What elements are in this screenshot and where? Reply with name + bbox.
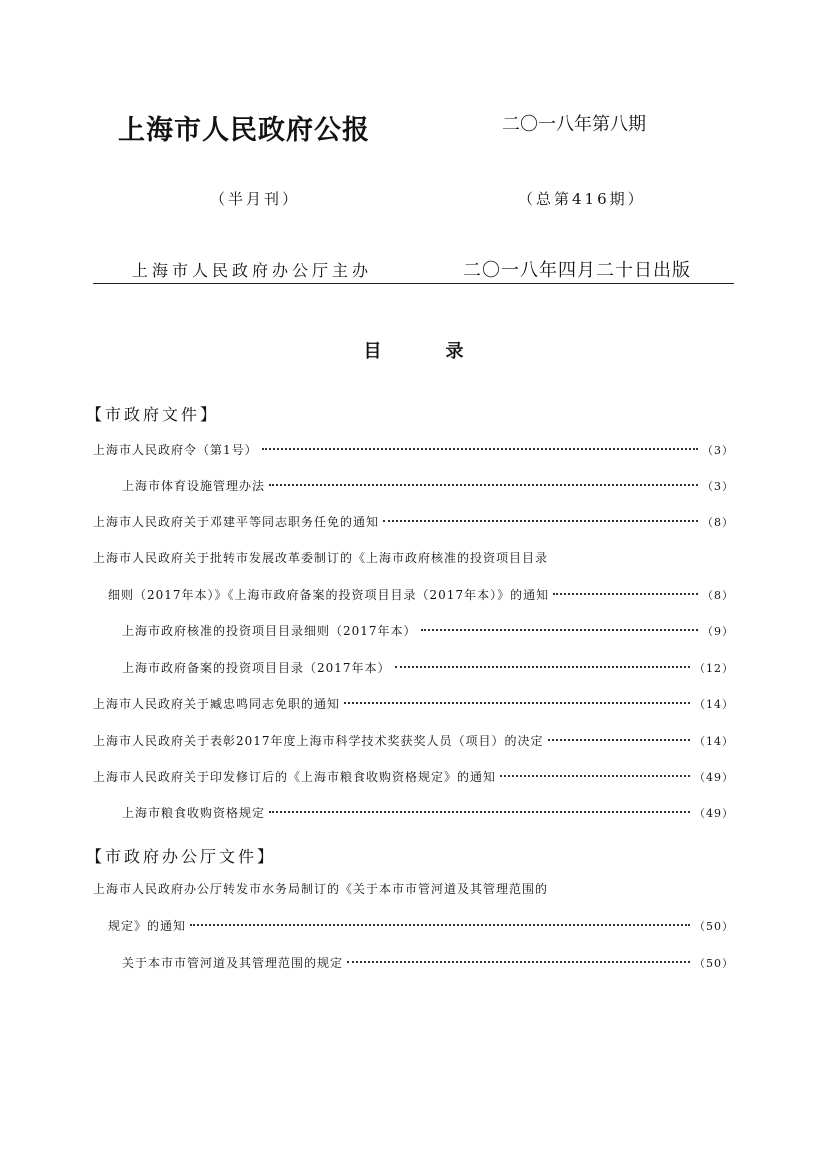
dot-leader [262,448,698,450]
dot-leader [500,775,690,777]
toc-entry[interactable] [93,549,734,567]
dot-leader [190,924,690,926]
dot-leader [548,739,690,741]
toc-entry-title: 上海市体育设施管理办法 [122,479,266,493]
dot-leader [347,961,690,963]
dot-leader [395,666,690,668]
toc-title [0,337,827,363]
toc-entry[interactable] [93,513,734,531]
toc-entry[interactable] [93,768,734,786]
toc-entry-title: 上海市政府核准的投资项目目录细则（2017年本） [122,624,417,638]
toc-entry-page: （49） [694,807,734,820]
toc-entry-page: （14） [694,735,734,748]
toc-entry-title: 上海市人民政府办公厅转发市水务局制订的《关于本市市管河道及其管理范围的 [93,882,549,896]
toc-section-heading: 【市政府文件】 [86,405,220,424]
dot-leader [553,593,698,595]
toc-entry-title: 细则（2017年本）》《上海市政府备案的投资项目目录（2017年本）》的通知 [108,588,550,602]
toc-entry-page: （3） [702,480,734,493]
toc-entry[interactable] [122,954,734,972]
toc-entry-page: （50） [694,957,734,970]
toc-entry[interactable] [108,917,734,935]
toc-entry-page: （8） [702,516,734,529]
toc-entry-page: （3） [702,444,734,457]
toc-entry-page: （12） [694,662,734,675]
toc-entry-title: 关于本市市管河道及其管理范围的规定 [122,956,344,970]
toc-title-left: 目 [363,341,382,362]
toc-entry-title: 规定》的通知 [108,919,187,933]
toc-entry[interactable] [122,659,734,677]
host-organization: 上海市人民政府办公厅主办 [132,261,373,280]
toc-entry-page: （8） [702,589,734,602]
dot-leader [383,520,698,522]
frequency: （半月刊） [210,190,301,208]
toc-entry[interactable] [93,732,734,750]
toc-entry-title: 上海市粮食收购资格规定 [122,806,266,820]
toc-entry-title: 上海市人民政府关于批转市发展改革委制订的《上海市政府核准的投资项目目录 [93,551,549,565]
gazette-title: 上海市人民政府公报 [118,115,370,146]
toc-entry-page: （49） [694,771,734,784]
toc-entry[interactable] [93,695,734,713]
dot-leader [269,484,698,486]
header-divider [93,283,734,284]
toc-entry-title: 上海市政府备案的投资项目目录（2017年本） [122,661,391,675]
toc-entry-title: 上海市人民政府关于印发修订后的《上海市粮食收购资格规定》的通知 [93,770,497,784]
dot-leader [344,702,690,704]
toc-entry-page: （14） [694,698,734,711]
toc-entry-page: （50） [694,920,734,933]
total-issue: （总第416期） [518,190,646,208]
toc-section-heading: 【市政府办公厅文件】 [86,847,277,866]
toc-entry-title: 上海市人民政府关于表彰2017年度上海市科学技术奖获奖人员（项目）的决定 [93,734,544,748]
dot-leader [269,811,690,813]
toc-entry[interactable] [93,441,734,459]
toc-entry-title: 上海市人民政府关于臧忠鸣同志免职的通知 [93,697,341,711]
toc-entry[interactable] [122,622,734,640]
toc-entry-page: （9） [702,625,734,638]
toc-entry-title: 上海市人民政府令（第1号） [93,443,258,457]
toc-entry-title: 上海市人民政府关于邓建平等同志职务任免的通知 [93,515,380,529]
toc-entry[interactable] [122,477,734,495]
publication-date: 二〇一八年四月二十日出版 [463,260,691,281]
toc-entry[interactable] [93,880,734,898]
toc-entry[interactable] [122,804,734,822]
issue-number: 二〇一八年第八期 [502,114,646,135]
dot-leader [421,629,698,631]
toc-entry[interactable] [108,586,734,604]
toc-title-right: 录 [445,341,464,362]
